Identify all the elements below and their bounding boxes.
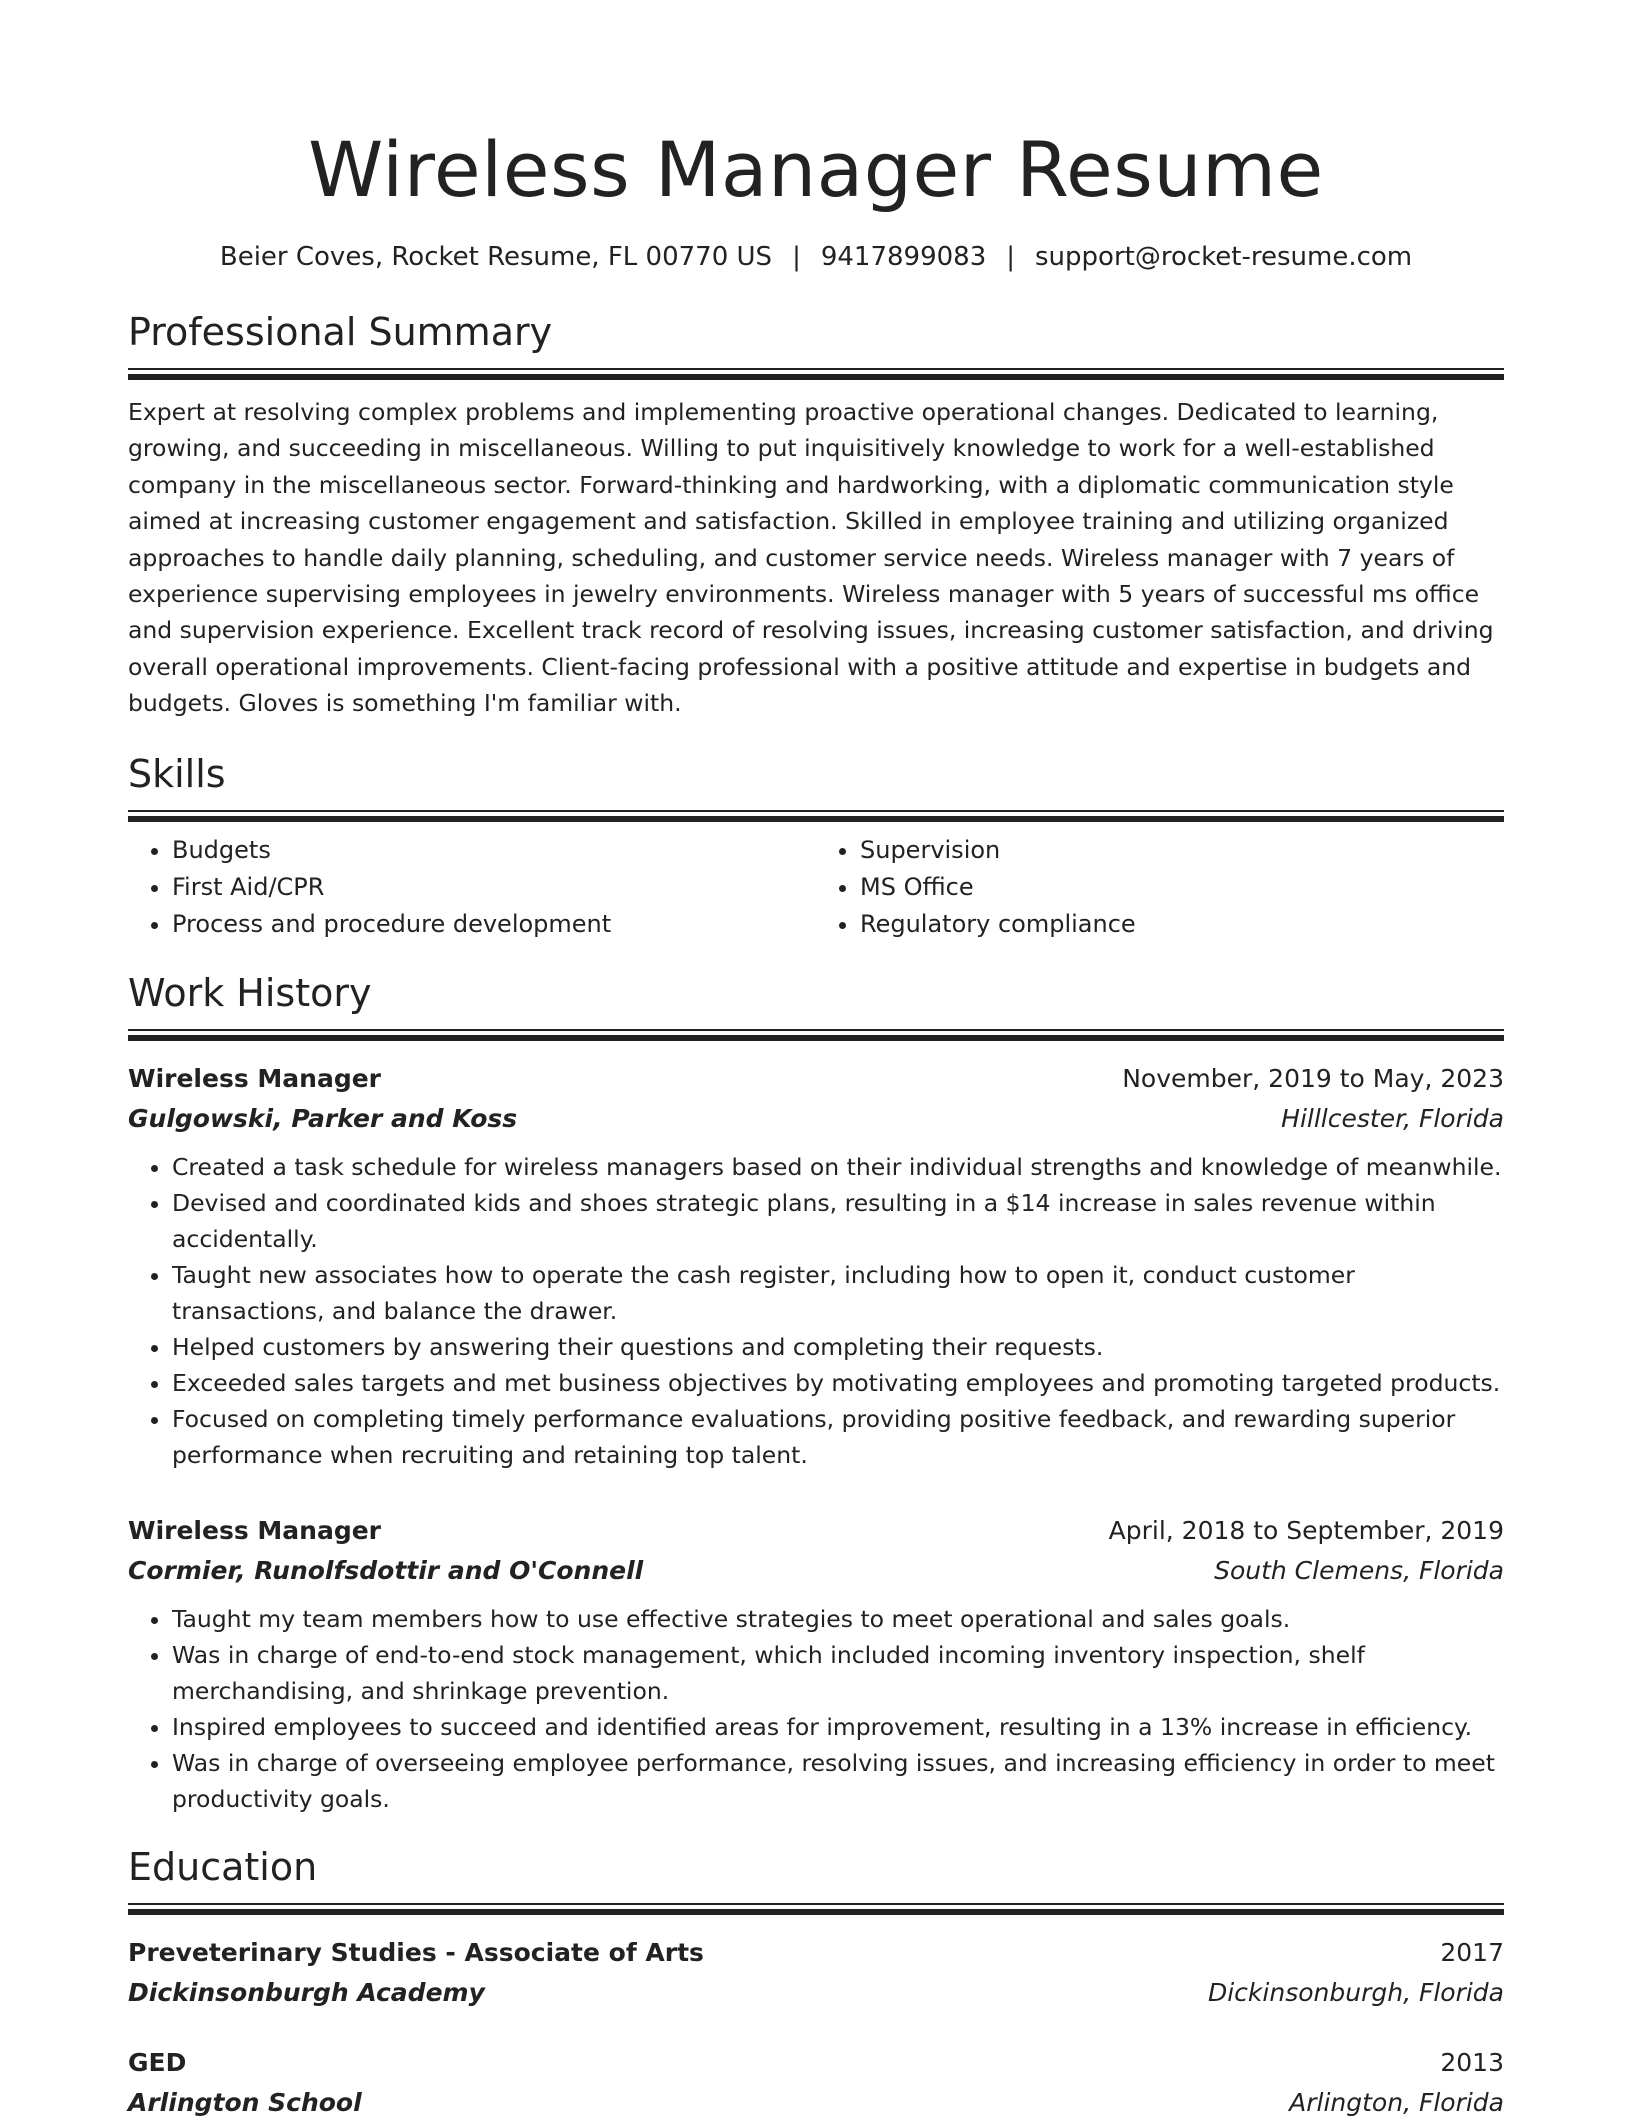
education-location: Arlington, Florida: [1289, 2087, 1504, 2117]
job-location: Hilllcester, Florida: [1281, 1103, 1504, 1133]
job-entry: [128, 1059, 1504, 1473]
job-company-row: [128, 1551, 1504, 1591]
contact-line: [128, 240, 1504, 274]
job-bullet: • Created a task schedule for wireless managers based on their individual strengths and knowledge of meanwhile.: [172, 1149, 1504, 1185]
skill-item: • Process and procedure development: [172, 906, 816, 943]
job-bullet: • Focused on completing timely performance evaluations, providing positive feedback, and rewarding superior performance when recruiting and retaining top talent.: [172, 1401, 1504, 1473]
summary-section: [128, 308, 1504, 722]
skills-column-right: [816, 832, 1504, 943]
job-bullets: [128, 1149, 1504, 1473]
education-entry: [128, 2043, 1504, 2123]
section-divider: [128, 810, 1504, 822]
section-heading-work-history: Work History: [128, 970, 372, 1015]
skill-item: • Budgets: [172, 832, 816, 869]
education-school: Arlington School: [128, 2087, 362, 2117]
education-year: 2017: [1440, 1937, 1504, 1967]
education-year: 2013: [1440, 2047, 1504, 2077]
job-bullet: • Was in charge of end-to-end stock management, which included incoming inventory inspection, shelf merchandising, and shrinkage prevention.: [172, 1637, 1504, 1709]
job-dates: April, 2018 to September, 2019: [1108, 1515, 1504, 1545]
skill-item: • First Aid/CPR: [172, 869, 816, 906]
job-bullets: [128, 1601, 1504, 1817]
job-company-row: [128, 1099, 1504, 1139]
job-company: Gulgowski, Parker and Koss: [128, 1103, 518, 1133]
education-section: [128, 1843, 1504, 2123]
education-degree: GED: [128, 2047, 187, 2077]
summary-text: Expert at resolving complex problems and implementing proactive operational changes. Dedicated to learning, growing, and succeeding in miscellaneous. Willing to put inquisitively knowledge to work for a well-established company in the miscellaneous sector. Forward-thinking and hardworking, with a diplomatic communication style aimed at increasing customer engagement and satisfaction. Skilled in employee training and utilizing organized approaches to handle daily planning, scheduling, and customer service needs. Wireless manager with 7 years of experience supervising employees in jewelry environments. Wireless manager with 5 years of successful ms office and supervision experience. Excellent track record of resolving issues, increasing customer satisfaction, and driving overall operational improvements. Client-facing professional with a positive attitude and expertise in budgets and budgets. Gloves is something I'm familiar with.: [128, 398, 1494, 718]
section-divider: [128, 1903, 1504, 1915]
section-divider: [128, 1029, 1504, 1041]
education-location: Dickinsonburgh, Florida: [1207, 1977, 1504, 2007]
job-bullet: • Devised and coordinated kids and shoes strategic plans, resulting in a $14 increase in sales revenue within accidentally.: [172, 1185, 1504, 1257]
education-entry: [128, 1933, 1504, 2013]
education-degree: Preveterinary Studies - Associate of Arts: [128, 1937, 704, 1967]
skills-column-left: [128, 832, 816, 943]
work-history-section: [128, 969, 1504, 1817]
contact-email: support@rocket-resume.com: [1035, 242, 1413, 272]
contact-phone: 9417899083: [820, 242, 987, 272]
contact-separator: |: [792, 242, 801, 272]
job-location: South Clemens, Florida: [1214, 1555, 1504, 1585]
resume-title: Wireless Manager Resume: [308, 125, 1324, 214]
job-company: Cormier, Runolfsdottir and O'Connell: [128, 1555, 644, 1585]
education-header-row: [128, 1933, 1504, 1973]
skill-item: • Supervision: [860, 832, 1504, 869]
education-school-row: [128, 1973, 1504, 2013]
skill-item: • MS Office: [860, 869, 1504, 906]
section-divider: [128, 368, 1504, 380]
job-bullet: • Taught my team members how to use effective strategies to meet operational and sales goals.: [172, 1601, 1504, 1637]
job-header-row: [128, 1511, 1504, 1551]
section-heading-skills: Skills: [128, 751, 226, 796]
job-entry: [128, 1511, 1504, 1817]
skill-item: • Regulatory compliance: [860, 906, 1504, 943]
job-bullet: • Was in charge of overseeing employee performance, resolving issues, and increasing efficiency in order to meet productivity goals.: [172, 1745, 1504, 1817]
skills-list: [128, 832, 1504, 943]
education-school-row: [128, 2083, 1504, 2123]
education-header-row: [128, 2043, 1504, 2083]
job-bullet: • Inspired employees to succeed and identified areas for improvement, resulting in a 13% increase in efficiency.: [172, 1709, 1504, 1745]
job-bullet: • Helped customers by answering their questions and completing their requests.: [172, 1329, 1504, 1365]
job-title: Wireless Manager: [128, 1515, 382, 1545]
section-heading-summary: Professional Summary: [128, 310, 553, 354]
education-school: Dickinsonburgh Academy: [128, 1977, 485, 2007]
skills-section: [128, 750, 1504, 943]
job-header-row: [128, 1059, 1504, 1099]
contact-separator: |: [1006, 242, 1016, 272]
job-bullet: • Taught new associates how to operate the cash register, including how to open it, conduct customer transactions, and balance the drawer.: [172, 1257, 1504, 1329]
job-title: Wireless Manager: [128, 1063, 382, 1093]
job-dates: November, 2019 to May, 2023: [1122, 1063, 1504, 1093]
section-heading-education: Education: [128, 1844, 318, 1889]
contact-address: Beier Coves, Rocket Resume, FL 00770 US: [219, 242, 773, 272]
job-bullet: • Exceeded sales targets and met business objectives by motivating employees and promoting targeted products.: [172, 1365, 1504, 1401]
